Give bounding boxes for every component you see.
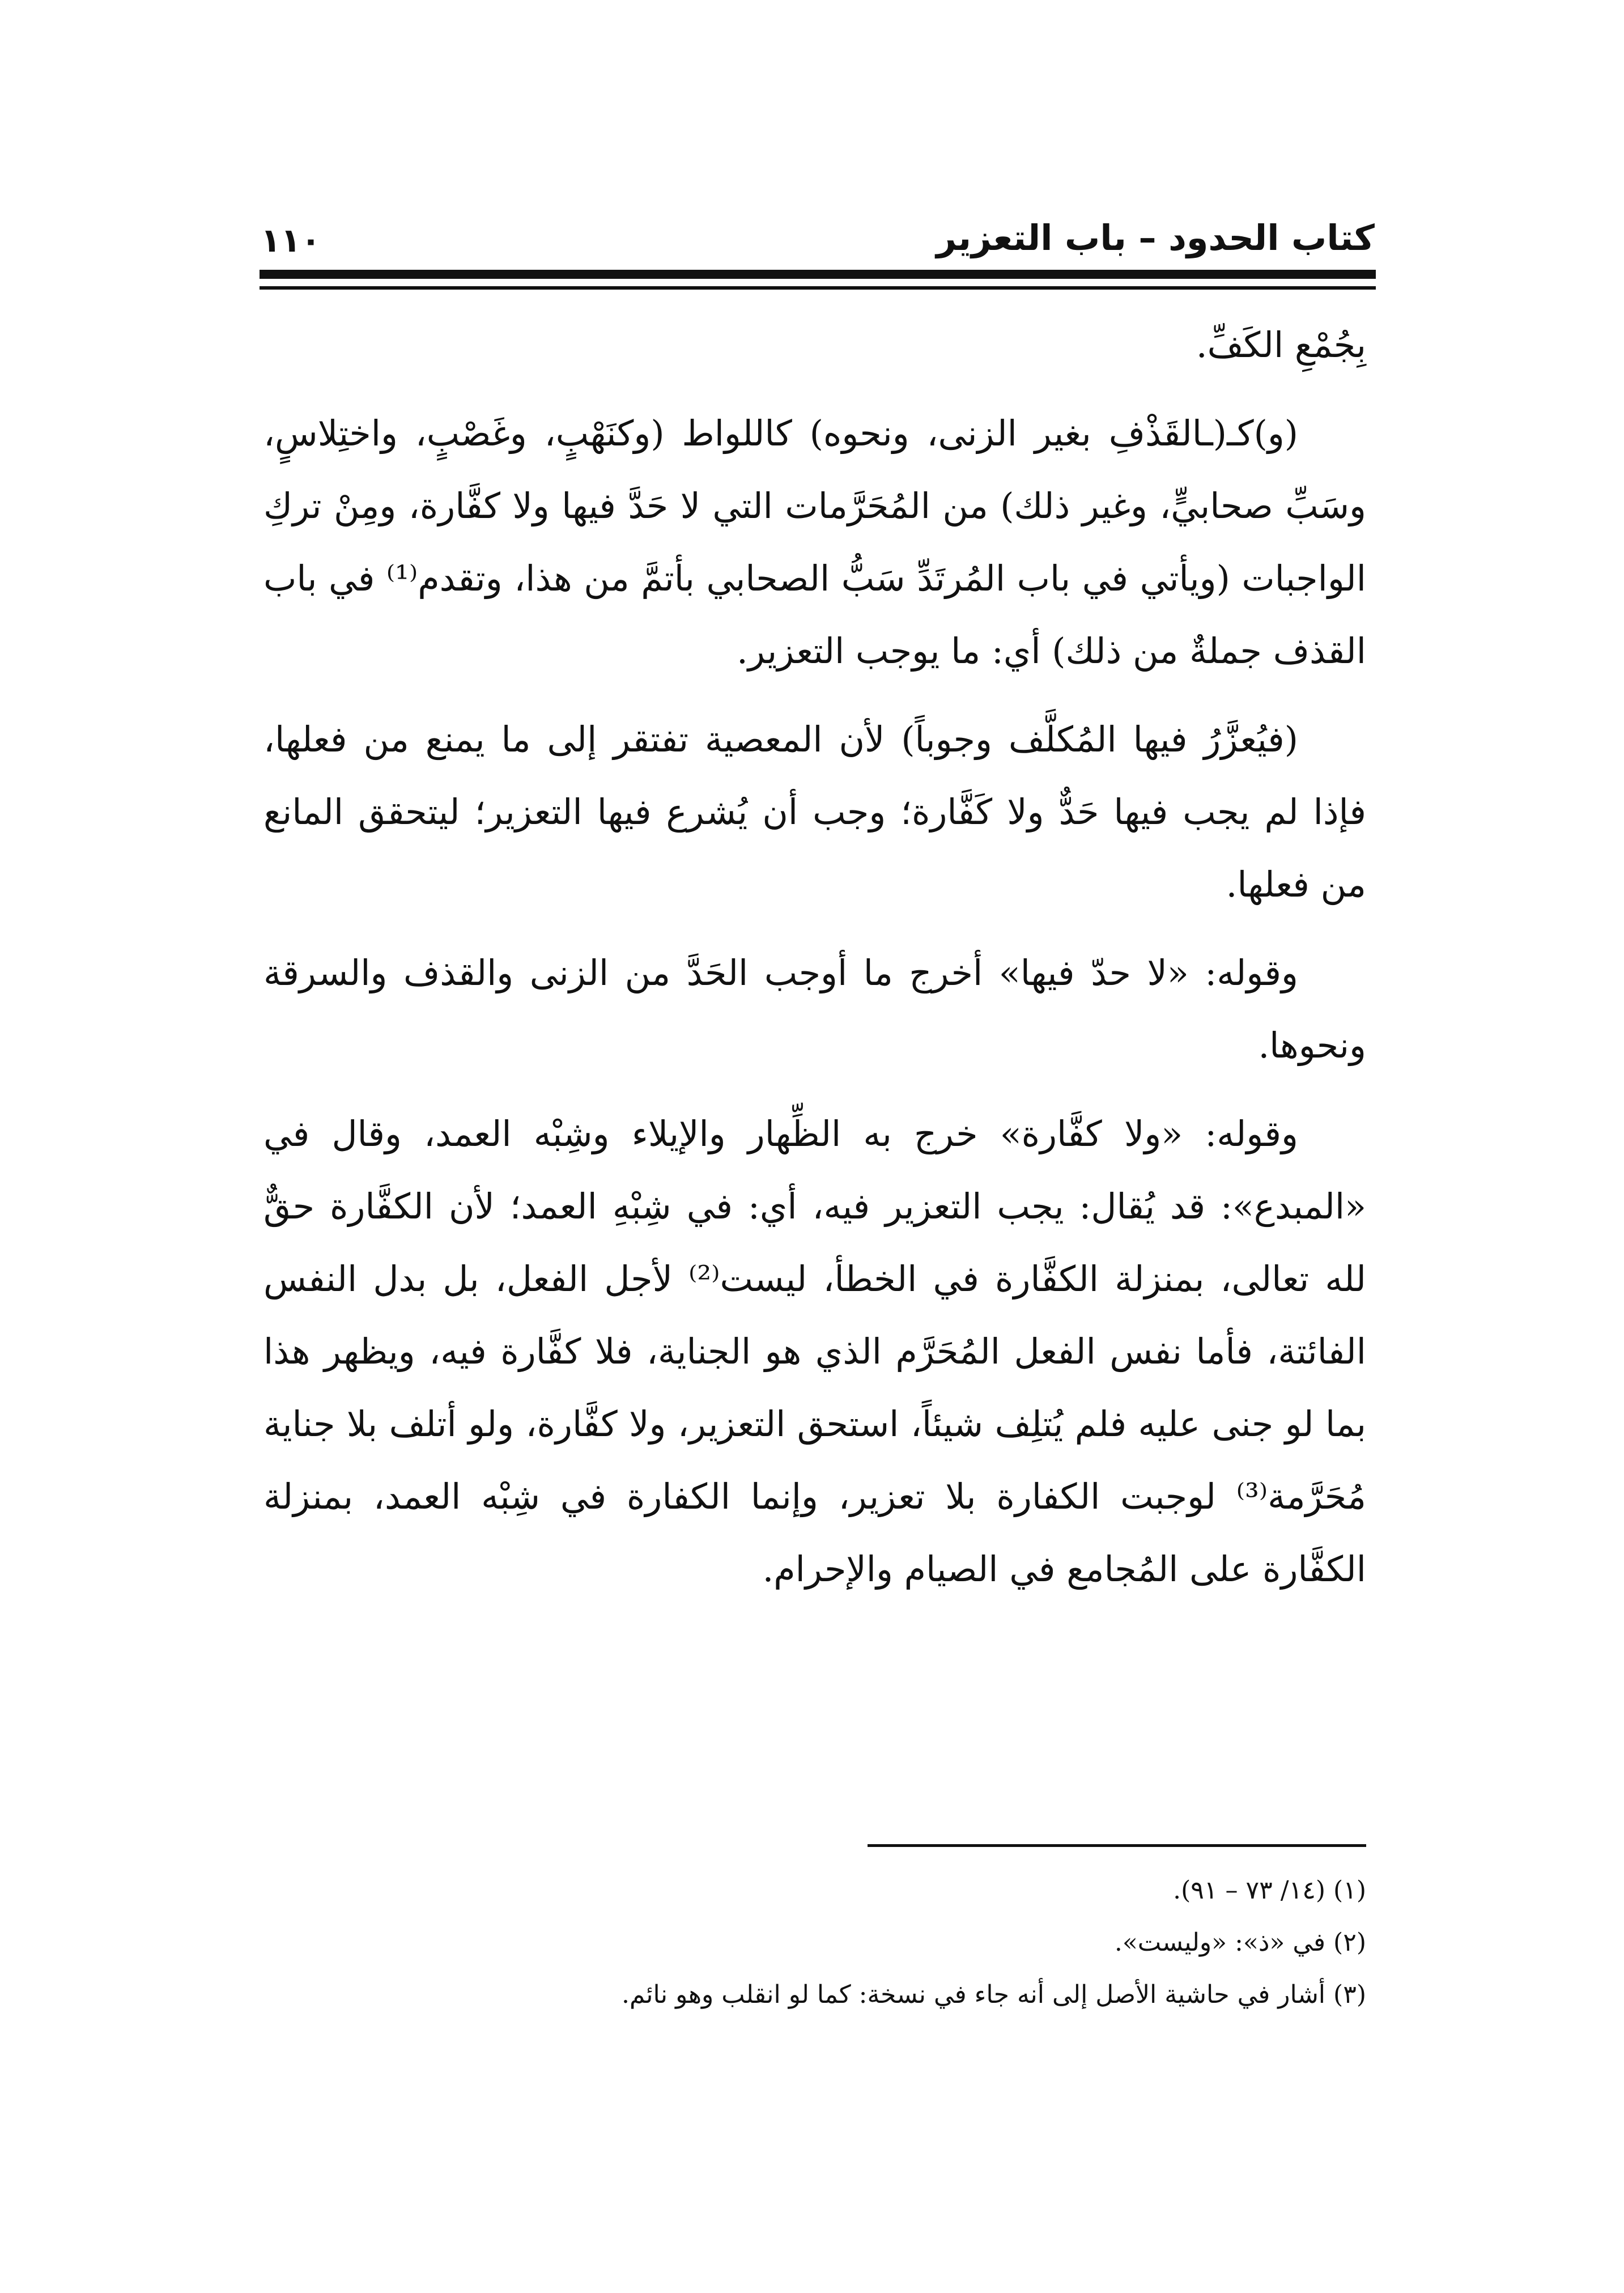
paragraph-4: وقوله: «لا حدّ فيها» أخرج ما أوجب الحَدَّ من الزنى والقذف والسرقة ونحوها. [263,952,1366,1066]
paragraph-2: (و)كـ(ـالقَذْفِ بغير الزنى، ونحوه) كاللواط (وكنَهْبٍ، وغَصْبٍ، واختِلاسٍ، وسَبِّ صحابيٍّ، وغير ذلك) من المُحَرَّمات التي لا حَدَّ فيها ولا كفَّارة، ومِنْ تركِ الواجبات (ويأتي في باب المُرتَدِّ سَبُّ الصحابي بأتمَّ من هذا، وتقدم⁽¹⁾ في باب القذف جملةٌ من ذلك) أي: ما يوجب التعزير. [263,413,1366,672]
paragraph-3: (فيُعزَّرُ فيها المُكلَّف وجوباً) لأن المعصية تفتقر إلى ما يمنع من فعلها، فإذا لم يجب فيها حَدٌّ ولا كَفَّارة؛ وجب أن يُشرع فيها التعزير؛ ليتحقق المانع من فعلها. [263,719,1366,905]
chapter-title: كتاب الحدود – باب التعزير [936,217,1375,258]
main-text [263,309,1366,1621]
header-rule-thick [260,270,1376,279]
header-rule-thin [260,286,1376,290]
running-header [261,204,1375,266]
paragraph-5: وقوله: «ولا كفَّارة» خرج به الظِّهار والإيلاء وشِبْه العمد، وقال في «المبدع»: قد يُقال: يجب التعزير فيه، أي: في شِبْهِ العمد؛ لأن الكفَّارة حقٌّ لله تعالى، بمنزلة الكفَّارة في الخطأ، ليست⁽²⁾ لأجل الفعل، بل بدل النفس الفائتة، فأما نفس الفعل المُحَرَّم الذي هو الجناية، فلا كفَّارة فيه، ويظهر هذا بما لو جنى عليه فلم يُتلِف شيئاً، استحق التعزير، ولا كفَّارة، ولو أتلف بلا جناية مُحَرَّمة⁽³⁾ لوجبت الكفارة بلا تعزير، وإنما الكفارة في شِبْه العمد، بمنزلة الكفَّارة على المُجامع في الصيام والإحرام. [263,1113,1366,1590]
footnote-3: (٣) أشار في حاشية الأصل إلى أنه جاء في نسخة: كما لو انقلب وهو نائم. [621,1980,1366,2009]
footnote-2: (٢) في «ذ»: «وليست». [1114,1928,1366,1957]
page-number: ١١٠ [261,221,321,260]
paragraph-1: بِجُمْعِ الكَفِّ. [1196,324,1366,366]
footnotes [263,1865,1366,2021]
footnote-separator [868,1844,1366,1847]
footnote-1: (١) (١٤/ ٧٣ – ٩١). [1173,1876,1366,1905]
